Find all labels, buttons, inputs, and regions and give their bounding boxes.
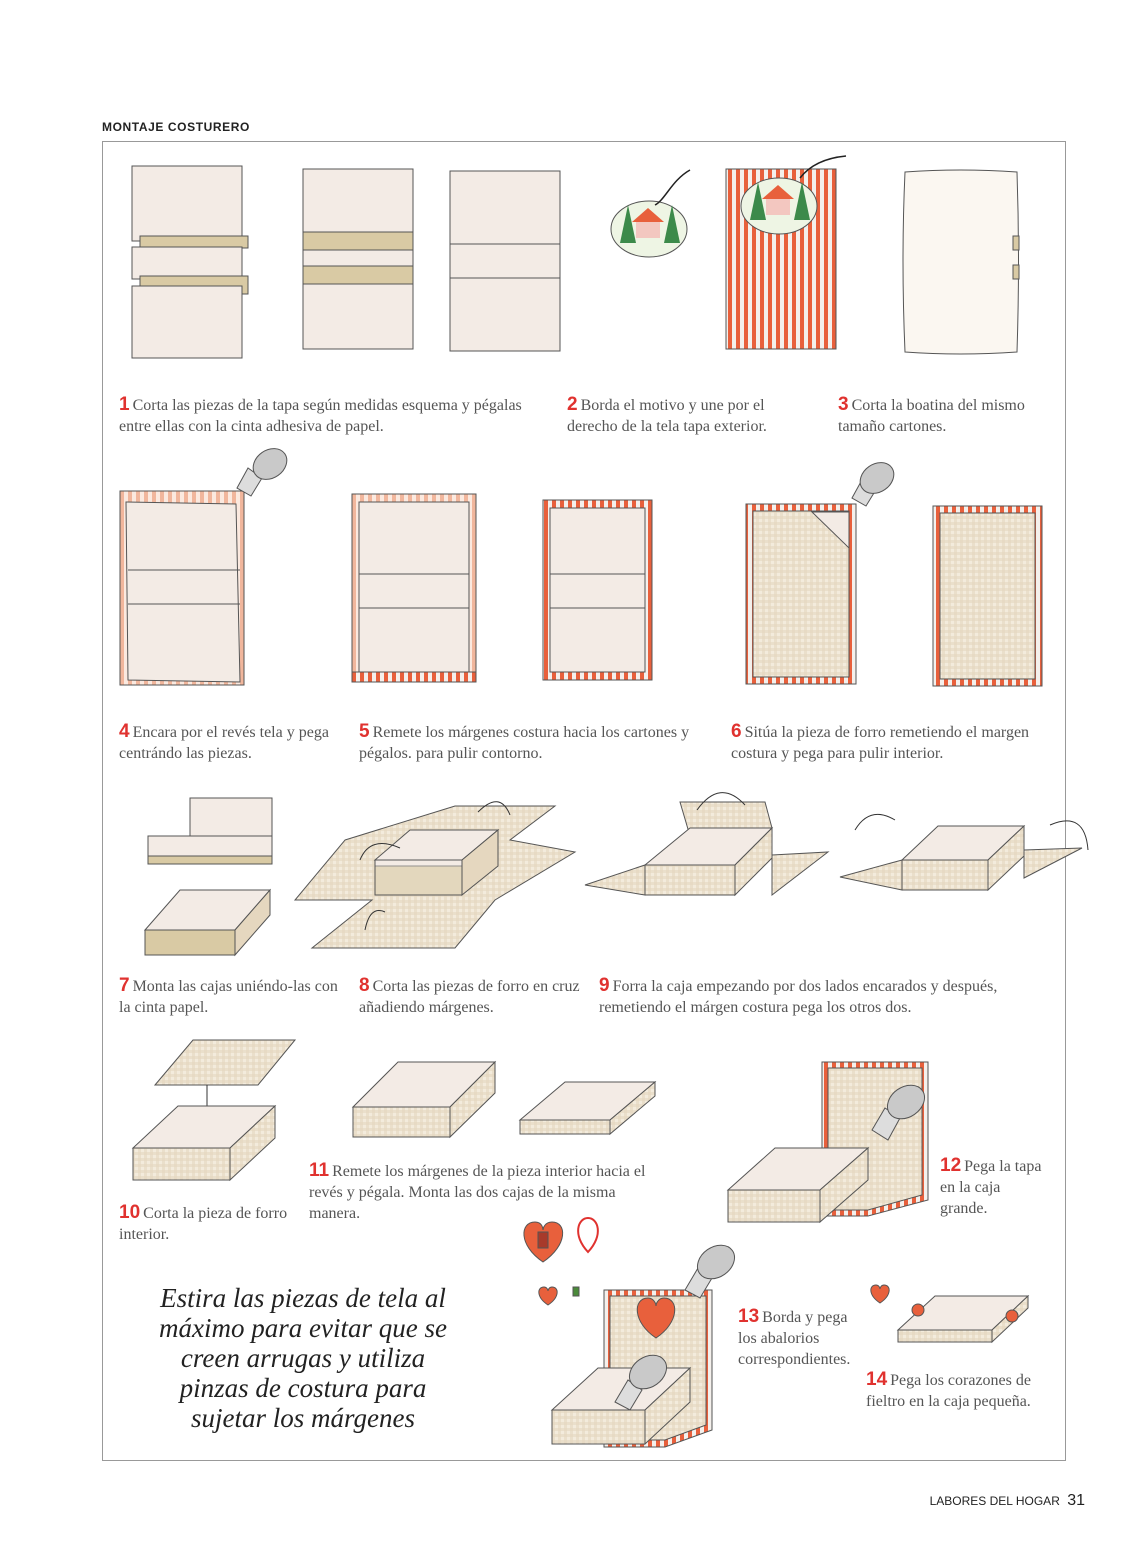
page-footer [930,1492,1085,1510]
step-text: Forra la caja empezando por dos lados encarados y después, remetiendo el márgen costura pega los otros dos. [599,978,998,1016]
step-text: Sitúa la pieza de forro remetiendo el margen costura y pega para pulir interior. [731,724,1030,762]
step-5 [359,721,704,764]
step3-batting [903,170,1019,354]
step11-boxes [353,1062,655,1137]
step-text: Corta las piezas de forro en cruz añadiendo márgenes. [359,978,580,1016]
step12-box-with-lid [728,1062,931,1222]
step4-cards-on-fabric [120,491,244,685]
step1-cards-taped [132,166,248,358]
magazine-name: LABORES DEL HOGAR [929,1494,1060,1508]
step-number: 13 [738,1306,760,1327]
step-number: 8 [359,975,370,996]
step-3 [838,394,1060,437]
step-number: 5 [359,721,370,742]
step-6 [731,721,1061,764]
tip-quote: Estira las piezas de tela al máximo para evitar que se creen arrugas y utiliza pinzas de costura para sujetar los márgenes [159,1283,447,1433]
step-number: 9 [599,975,610,996]
step-4 [119,721,349,764]
step-9 [599,975,1061,1018]
step5-folded-margins-a [352,494,476,682]
step-number: 7 [119,975,130,996]
step2-embroidery-oval [611,170,690,257]
step-text: Corta las piezas de la tapa según medidas esquema y pégalas entre ellas con la cinta adhesiva de papel. [119,397,522,435]
step7-box-pieces [145,798,272,955]
step-text: Corta la pieza de forro interior. [119,1205,288,1243]
step9-lining-box-b [840,814,1088,890]
step10-inner-lining [133,1040,295,1180]
step-number: 2 [567,394,578,415]
step14-heart-box [871,1285,1028,1342]
step-text: Pega los corazones de fieltro en la caja pequeña. [866,1372,1031,1410]
step-text: Borda y pega los abalorios correspondientes. [738,1309,851,1368]
step-text: Monta las cajas uniéndo-las con la cinta papel. [119,978,338,1016]
step-text: Corta la boatina del mismo tamaño cartones. [838,397,1025,435]
step2-striped-fabric [726,156,846,349]
step-12 [940,1155,1050,1219]
step-number: 3 [838,394,849,415]
step1-cards-final [450,171,560,351]
step-number: 12 [940,1155,962,1176]
step-1 [119,394,551,437]
step4-glue-bottle [237,442,293,496]
step6-lining-done [933,506,1042,686]
step-number: 6 [731,721,742,742]
step-13 [738,1306,853,1370]
page-number: 31 [1067,1492,1085,1509]
step-7 [119,975,344,1018]
step-number: 14 [866,1369,888,1390]
step-2 [567,394,819,437]
step-8 [359,975,581,1018]
step-14 [866,1369,1041,1412]
step5-folded-margins-b [543,500,652,680]
step-10 [119,1202,299,1245]
step-number: 10 [119,1202,141,1223]
section-title: MONTAJE COSTURERO [102,120,250,134]
step-text: Remete los márgenes de la pieza interior hacia el revés y pégala. Monta las dos cajas de la misma manera. [309,1163,646,1222]
step-number: 4 [119,721,130,742]
step-text: Borda el motivo y une por el derecho de la tela tapa exterior. [567,397,767,435]
step9-lining-box-a [585,793,828,895]
step-number: 1 [119,394,130,415]
step-11 [309,1160,659,1224]
step-text: Remete los márgenes costura hacia los cartones y pégalos. para pulir contorno. [359,724,690,762]
step-text: Encara por el revés tela y pega centrándo las piezas. [119,724,329,762]
step6-lining-glue [746,456,900,684]
step-text: Pega la tapa en la caja grande. [940,1158,1042,1217]
step1-cards-assembled [303,169,413,349]
step8-lining-cross [295,802,575,948]
step-number: 11 [309,1160,330,1181]
step13-charms [524,1218,598,1305]
step13-box-open [552,1238,741,1447]
